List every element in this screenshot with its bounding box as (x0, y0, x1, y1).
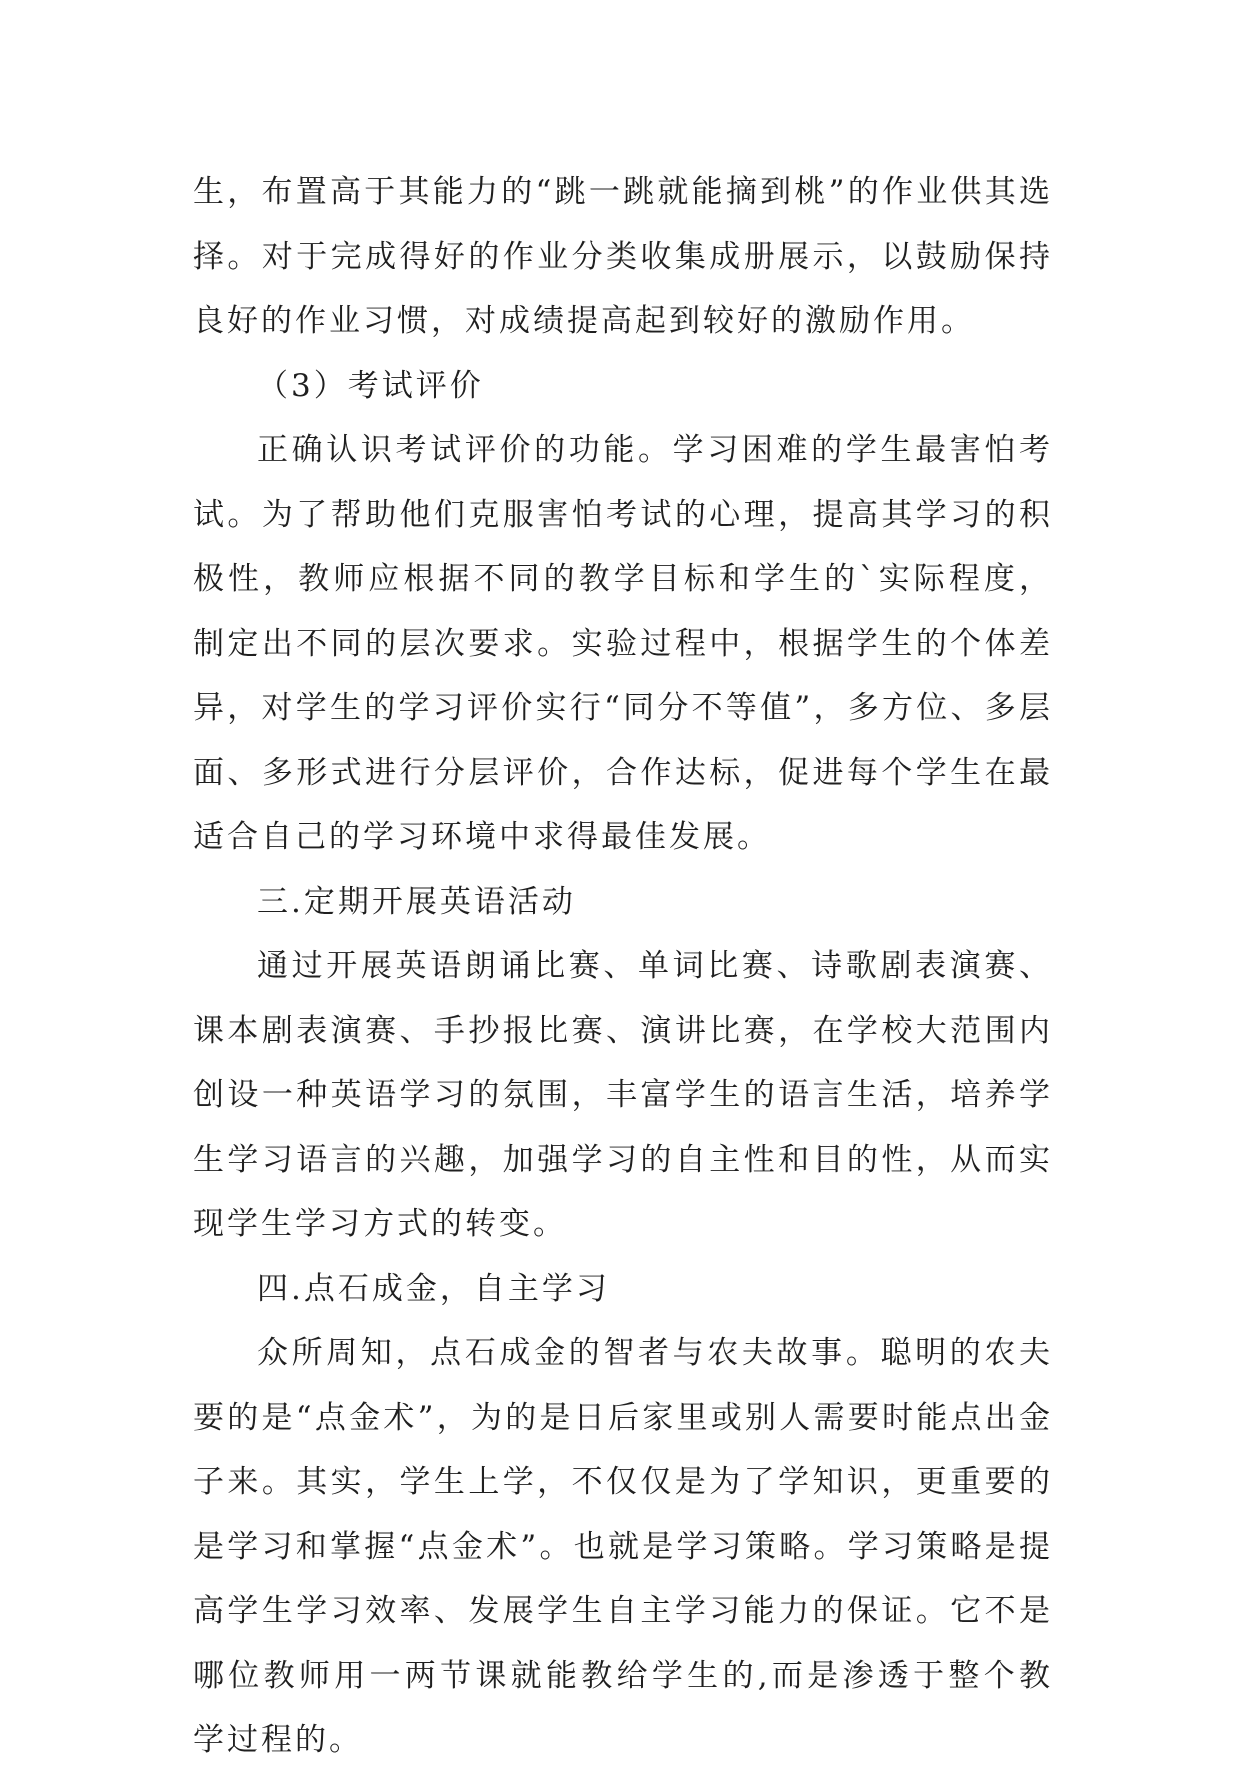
paragraph-exam-evaluation: 正确认识考试评价的功能。学习困难的学生最害怕考试。为了帮助他们克服害怕考试的心理，提高其学习的积极性，教师应根据不同的教学目标和学生的`实际程度，制定出不同的层次要求。实验过程中，根据学生的个体差异，对学生的学习评价实行“同分不等值”，多方位、多层面、多形式进行分层评价，合作达标，促进每个学生在最适合自己的学习环境中求得最佳发展。 (193, 432, 1053, 855)
heading-self-learning: 四.点石成金，自主学习 (257, 1270, 610, 1307)
subheading-exam-evaluation: （3）考试评价 (257, 367, 484, 404)
paragraph-continuation: 生，布置高于其能力的“跳一跳就能摘到桃”的作业供其选择。对于完成得好的作业分类收集成册展示，以鼓励保持良好的作业习惯，对成绩提高起到较好的激励作用。 (193, 174, 1053, 339)
heading-english-activities: 三.定期开展英语活动 (257, 883, 576, 920)
paragraph-english-activities: 通过开展英语朗诵比赛、单词比赛、诗歌剧表演赛、课本剧表演赛、手抄报比赛、演讲比赛，在学校大范围内创设一种英语学习的氛围，丰富学生的语言生活，培养学生学习语言的兴趣，加强学习的自主性和目的性，从而实现学生学习方式的转变。 (193, 948, 1053, 1242)
paragraph-self-learning: 众所周知，点石成金的智者与农夫故事。聪明的农夫要的是“点金术”，为的是日后家里或别人需要时能点出金子来。其实，学生上学，不仅仅是为了学知识，更重要的是学习和掌握“点金术”。也就是学习策略。学习策略是提高学生学习效率、发展学生自主学习能力的保证。它不是哪位教师用一两节课就能教给学生的,而是渗透于整个教学过程的。 (193, 1335, 1053, 1758)
document-body (193, 160, 1053, 1773)
